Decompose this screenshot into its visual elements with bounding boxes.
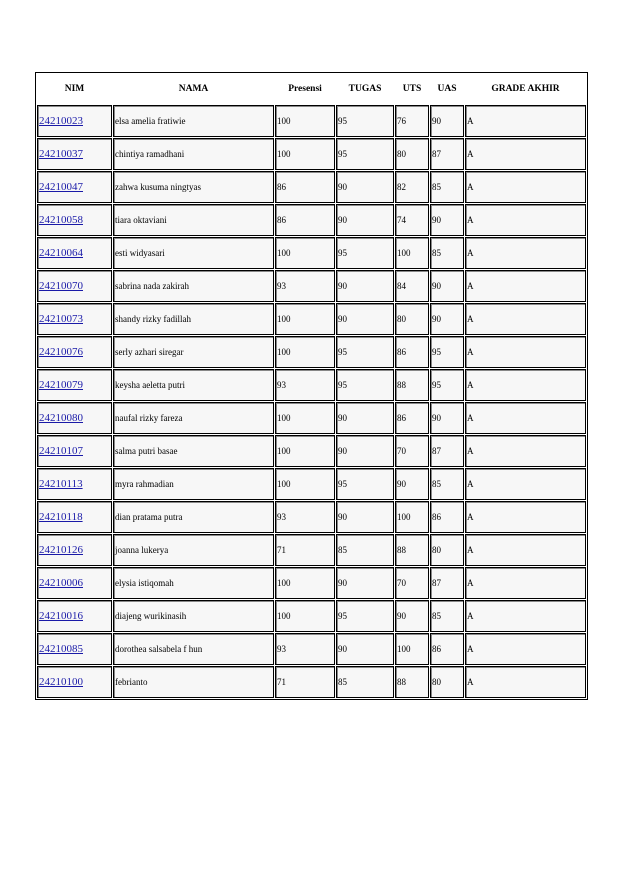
cell-nim bbox=[37, 567, 112, 599]
table-row bbox=[37, 468, 586, 500]
cell-presensi: 86 bbox=[275, 204, 335, 236]
cell-grade: A bbox=[465, 336, 586, 368]
cell-uts: 80 bbox=[395, 138, 429, 170]
cell-uts: 88 bbox=[395, 369, 429, 401]
cell-tugas: 85 bbox=[336, 534, 394, 566]
cell-presensi: 100 bbox=[275, 468, 335, 500]
cell-grade: A bbox=[465, 567, 586, 599]
cell-uas: 85 bbox=[430, 468, 464, 500]
cell-tugas: 90 bbox=[336, 204, 394, 236]
cell-uts: 86 bbox=[395, 336, 429, 368]
cell-grade: A bbox=[465, 369, 586, 401]
cell-nama: myra rahmadian bbox=[113, 468, 274, 500]
table-row bbox=[37, 501, 586, 533]
header-tugas: TUGAS bbox=[348, 84, 382, 94]
cell-grade: A bbox=[465, 237, 586, 269]
cell-tugas: 95 bbox=[336, 138, 394, 170]
cell-uas: 90 bbox=[430, 270, 464, 302]
cell-nama: joanna lukerya bbox=[113, 534, 274, 566]
grade-sheet bbox=[35, 72, 585, 700]
cell-uas: 85 bbox=[430, 237, 464, 269]
cell-presensi: 100 bbox=[275, 435, 335, 467]
cell-presensi: 100 bbox=[275, 600, 335, 632]
cell-uas: 90 bbox=[430, 303, 464, 335]
table-row bbox=[37, 171, 586, 203]
cell-presensi: 100 bbox=[275, 336, 335, 368]
cell-nim bbox=[37, 105, 112, 137]
nim-link[interactable]: 24210006 bbox=[39, 577, 83, 589]
cell-nama: tiara oktaviani bbox=[113, 204, 274, 236]
header-uts: UTS bbox=[402, 84, 422, 94]
cell-uas: 90 bbox=[430, 204, 464, 236]
nim-link[interactable]: 24210016 bbox=[39, 610, 83, 622]
cell-uts: 76 bbox=[395, 105, 429, 137]
header-row bbox=[37, 74, 586, 104]
nim-link[interactable]: 24210047 bbox=[39, 181, 83, 193]
cell-uts: 100 bbox=[395, 501, 429, 533]
cell-uas: 85 bbox=[430, 600, 464, 632]
cell-nim bbox=[37, 468, 112, 500]
cell-uas: 95 bbox=[430, 369, 464, 401]
cell-presensi: 71 bbox=[275, 666, 335, 698]
cell-grade: A bbox=[465, 633, 586, 665]
nim-link[interactable]: 24210100 bbox=[39, 676, 83, 688]
cell-nim bbox=[37, 138, 112, 170]
cell-nim bbox=[37, 303, 112, 335]
header-grade: GRADE AKHIR bbox=[491, 84, 560, 94]
cell-tugas: 90 bbox=[336, 501, 394, 533]
cell-grade: A bbox=[465, 105, 586, 137]
cell-uas: 86 bbox=[430, 633, 464, 665]
nim-link[interactable]: 24210079 bbox=[39, 379, 83, 391]
cell-nama: diajeng wurikinasih bbox=[113, 600, 274, 632]
cell-grade: A bbox=[465, 600, 586, 632]
cell-uas: 80 bbox=[430, 666, 464, 698]
cell-tugas: 95 bbox=[336, 105, 394, 137]
cell-nim bbox=[37, 633, 112, 665]
cell-nama: salma putri basae bbox=[113, 435, 274, 467]
cell-uas: 90 bbox=[430, 105, 464, 137]
cell-uts: 88 bbox=[395, 666, 429, 698]
cell-grade: A bbox=[465, 501, 586, 533]
cell-presensi: 93 bbox=[275, 270, 335, 302]
header-nama: NAMA bbox=[178, 84, 209, 94]
cell-tugas: 85 bbox=[336, 666, 394, 698]
table-row bbox=[37, 138, 586, 170]
nim-link[interactable]: 24210080 bbox=[39, 412, 83, 424]
table-row bbox=[37, 633, 586, 665]
nim-link[interactable]: 24210058 bbox=[39, 214, 83, 226]
cell-grade: A bbox=[465, 435, 586, 467]
table-row bbox=[37, 567, 586, 599]
cell-uas: 80 bbox=[430, 534, 464, 566]
cell-uas: 90 bbox=[430, 402, 464, 434]
header-nim: NIM bbox=[64, 84, 85, 94]
table-row bbox=[37, 336, 586, 368]
cell-tugas: 90 bbox=[336, 303, 394, 335]
cell-nama: chintiya ramadhani bbox=[113, 138, 274, 170]
table-row bbox=[37, 534, 586, 566]
cell-uts: 74 bbox=[395, 204, 429, 236]
table-row bbox=[37, 600, 586, 632]
cell-grade: A bbox=[465, 534, 586, 566]
cell-tugas: 90 bbox=[336, 435, 394, 467]
cell-tugas: 95 bbox=[336, 336, 394, 368]
cell-grade: A bbox=[465, 138, 586, 170]
cell-presensi: 93 bbox=[275, 369, 335, 401]
cell-uts: 86 bbox=[395, 402, 429, 434]
cell-uas: 87 bbox=[430, 138, 464, 170]
header-uas: UAS bbox=[437, 84, 457, 94]
cell-uts: 70 bbox=[395, 567, 429, 599]
header-presensi: Presensi bbox=[288, 84, 322, 94]
cell-tugas: 90 bbox=[336, 567, 394, 599]
table-row bbox=[37, 204, 586, 236]
cell-tugas: 90 bbox=[336, 633, 394, 665]
cell-uts: 100 bbox=[395, 237, 429, 269]
cell-nim bbox=[37, 435, 112, 467]
cell-uas: 87 bbox=[430, 567, 464, 599]
table-row bbox=[37, 369, 586, 401]
cell-uas: 95 bbox=[430, 336, 464, 368]
table-row bbox=[37, 105, 586, 137]
nim-link[interactable]: 24210023 bbox=[39, 115, 83, 127]
cell-grade: A bbox=[465, 402, 586, 434]
nim-link[interactable]: 24210126 bbox=[39, 544, 83, 556]
cell-presensi: 100 bbox=[275, 105, 335, 137]
cell-nim bbox=[37, 270, 112, 302]
cell-nama: serly azhari siregar bbox=[113, 336, 274, 368]
table-row bbox=[37, 402, 586, 434]
cell-nama: elsa amelia fratiwie bbox=[113, 105, 274, 137]
cell-nama: elysia istiqomah bbox=[113, 567, 274, 599]
cell-presensi: 86 bbox=[275, 171, 335, 203]
cell-nama: naufal rizky fareza bbox=[113, 402, 274, 434]
cell-nama: febrianto bbox=[113, 666, 274, 698]
cell-nim bbox=[37, 336, 112, 368]
nim-link[interactable]: 24210118 bbox=[39, 511, 83, 523]
cell-uts: 88 bbox=[395, 534, 429, 566]
cell-uts: 90 bbox=[395, 600, 429, 632]
cell-tugas: 90 bbox=[336, 171, 394, 203]
cell-grade: A bbox=[465, 204, 586, 236]
cell-uas: 86 bbox=[430, 501, 464, 533]
nim-link[interactable]: 24210085 bbox=[39, 643, 83, 655]
cell-presensi: 100 bbox=[275, 237, 335, 269]
cell-nim bbox=[37, 171, 112, 203]
cell-uts: 100 bbox=[395, 633, 429, 665]
cell-uts: 84 bbox=[395, 270, 429, 302]
cell-tugas: 90 bbox=[336, 270, 394, 302]
cell-nama: sabrina nada zakirah bbox=[113, 270, 274, 302]
cell-uts: 70 bbox=[395, 435, 429, 467]
table-row bbox=[37, 270, 586, 302]
cell-nim bbox=[37, 369, 112, 401]
cell-nama: zahwa kusuma ningtyas bbox=[113, 171, 274, 203]
nim-link[interactable]: 24210064 bbox=[39, 247, 83, 259]
nim-link[interactable]: 24210070 bbox=[39, 280, 83, 292]
cell-uas: 85 bbox=[430, 171, 464, 203]
cell-uts: 82 bbox=[395, 171, 429, 203]
cell-nama: shandy rizky fadillah bbox=[113, 303, 274, 335]
table-row bbox=[37, 237, 586, 269]
cell-nim bbox=[37, 501, 112, 533]
nim-link[interactable]: 24210037 bbox=[39, 148, 83, 160]
cell-nim bbox=[37, 237, 112, 269]
cell-nim bbox=[37, 666, 112, 698]
cell-grade: A bbox=[465, 303, 586, 335]
cell-tugas: 95 bbox=[336, 237, 394, 269]
cell-uas: 87 bbox=[430, 435, 464, 467]
grades-body bbox=[37, 105, 586, 698]
cell-presensi: 100 bbox=[275, 138, 335, 170]
nim-link[interactable]: 24210107 bbox=[39, 445, 83, 457]
cell-tugas: 90 bbox=[336, 402, 394, 434]
cell-nama: keysha aeletta putri bbox=[113, 369, 274, 401]
cell-nim bbox=[37, 534, 112, 566]
cell-nama: esti widyasari bbox=[113, 237, 274, 269]
nim-link[interactable]: 24210076 bbox=[39, 346, 83, 358]
cell-nim bbox=[37, 600, 112, 632]
table-row bbox=[37, 435, 586, 467]
cell-tugas: 95 bbox=[336, 468, 394, 500]
cell-grade: A bbox=[465, 270, 586, 302]
nim-link[interactable]: 24210073 bbox=[39, 313, 83, 325]
cell-presensi: 100 bbox=[275, 567, 335, 599]
cell-presensi: 71 bbox=[275, 534, 335, 566]
cell-tugas: 95 bbox=[336, 369, 394, 401]
cell-presensi: 100 bbox=[275, 303, 335, 335]
cell-grade: A bbox=[465, 666, 586, 698]
cell-presensi: 93 bbox=[275, 633, 335, 665]
grades-table bbox=[35, 72, 588, 700]
cell-tugas: 95 bbox=[336, 600, 394, 632]
nim-link[interactable]: 24210113 bbox=[39, 478, 83, 490]
cell-nim bbox=[37, 402, 112, 434]
cell-presensi: 93 bbox=[275, 501, 335, 533]
cell-presensi: 100 bbox=[275, 402, 335, 434]
table-row bbox=[37, 666, 586, 698]
cell-grade: A bbox=[465, 171, 586, 203]
cell-nim bbox=[37, 204, 112, 236]
cell-nama: dian pratama putra bbox=[113, 501, 274, 533]
cell-uts: 80 bbox=[395, 303, 429, 335]
table-row bbox=[37, 303, 586, 335]
cell-nama: dorothea salsabela f hun bbox=[113, 633, 274, 665]
cell-grade: A bbox=[465, 468, 586, 500]
cell-uts: 90 bbox=[395, 468, 429, 500]
